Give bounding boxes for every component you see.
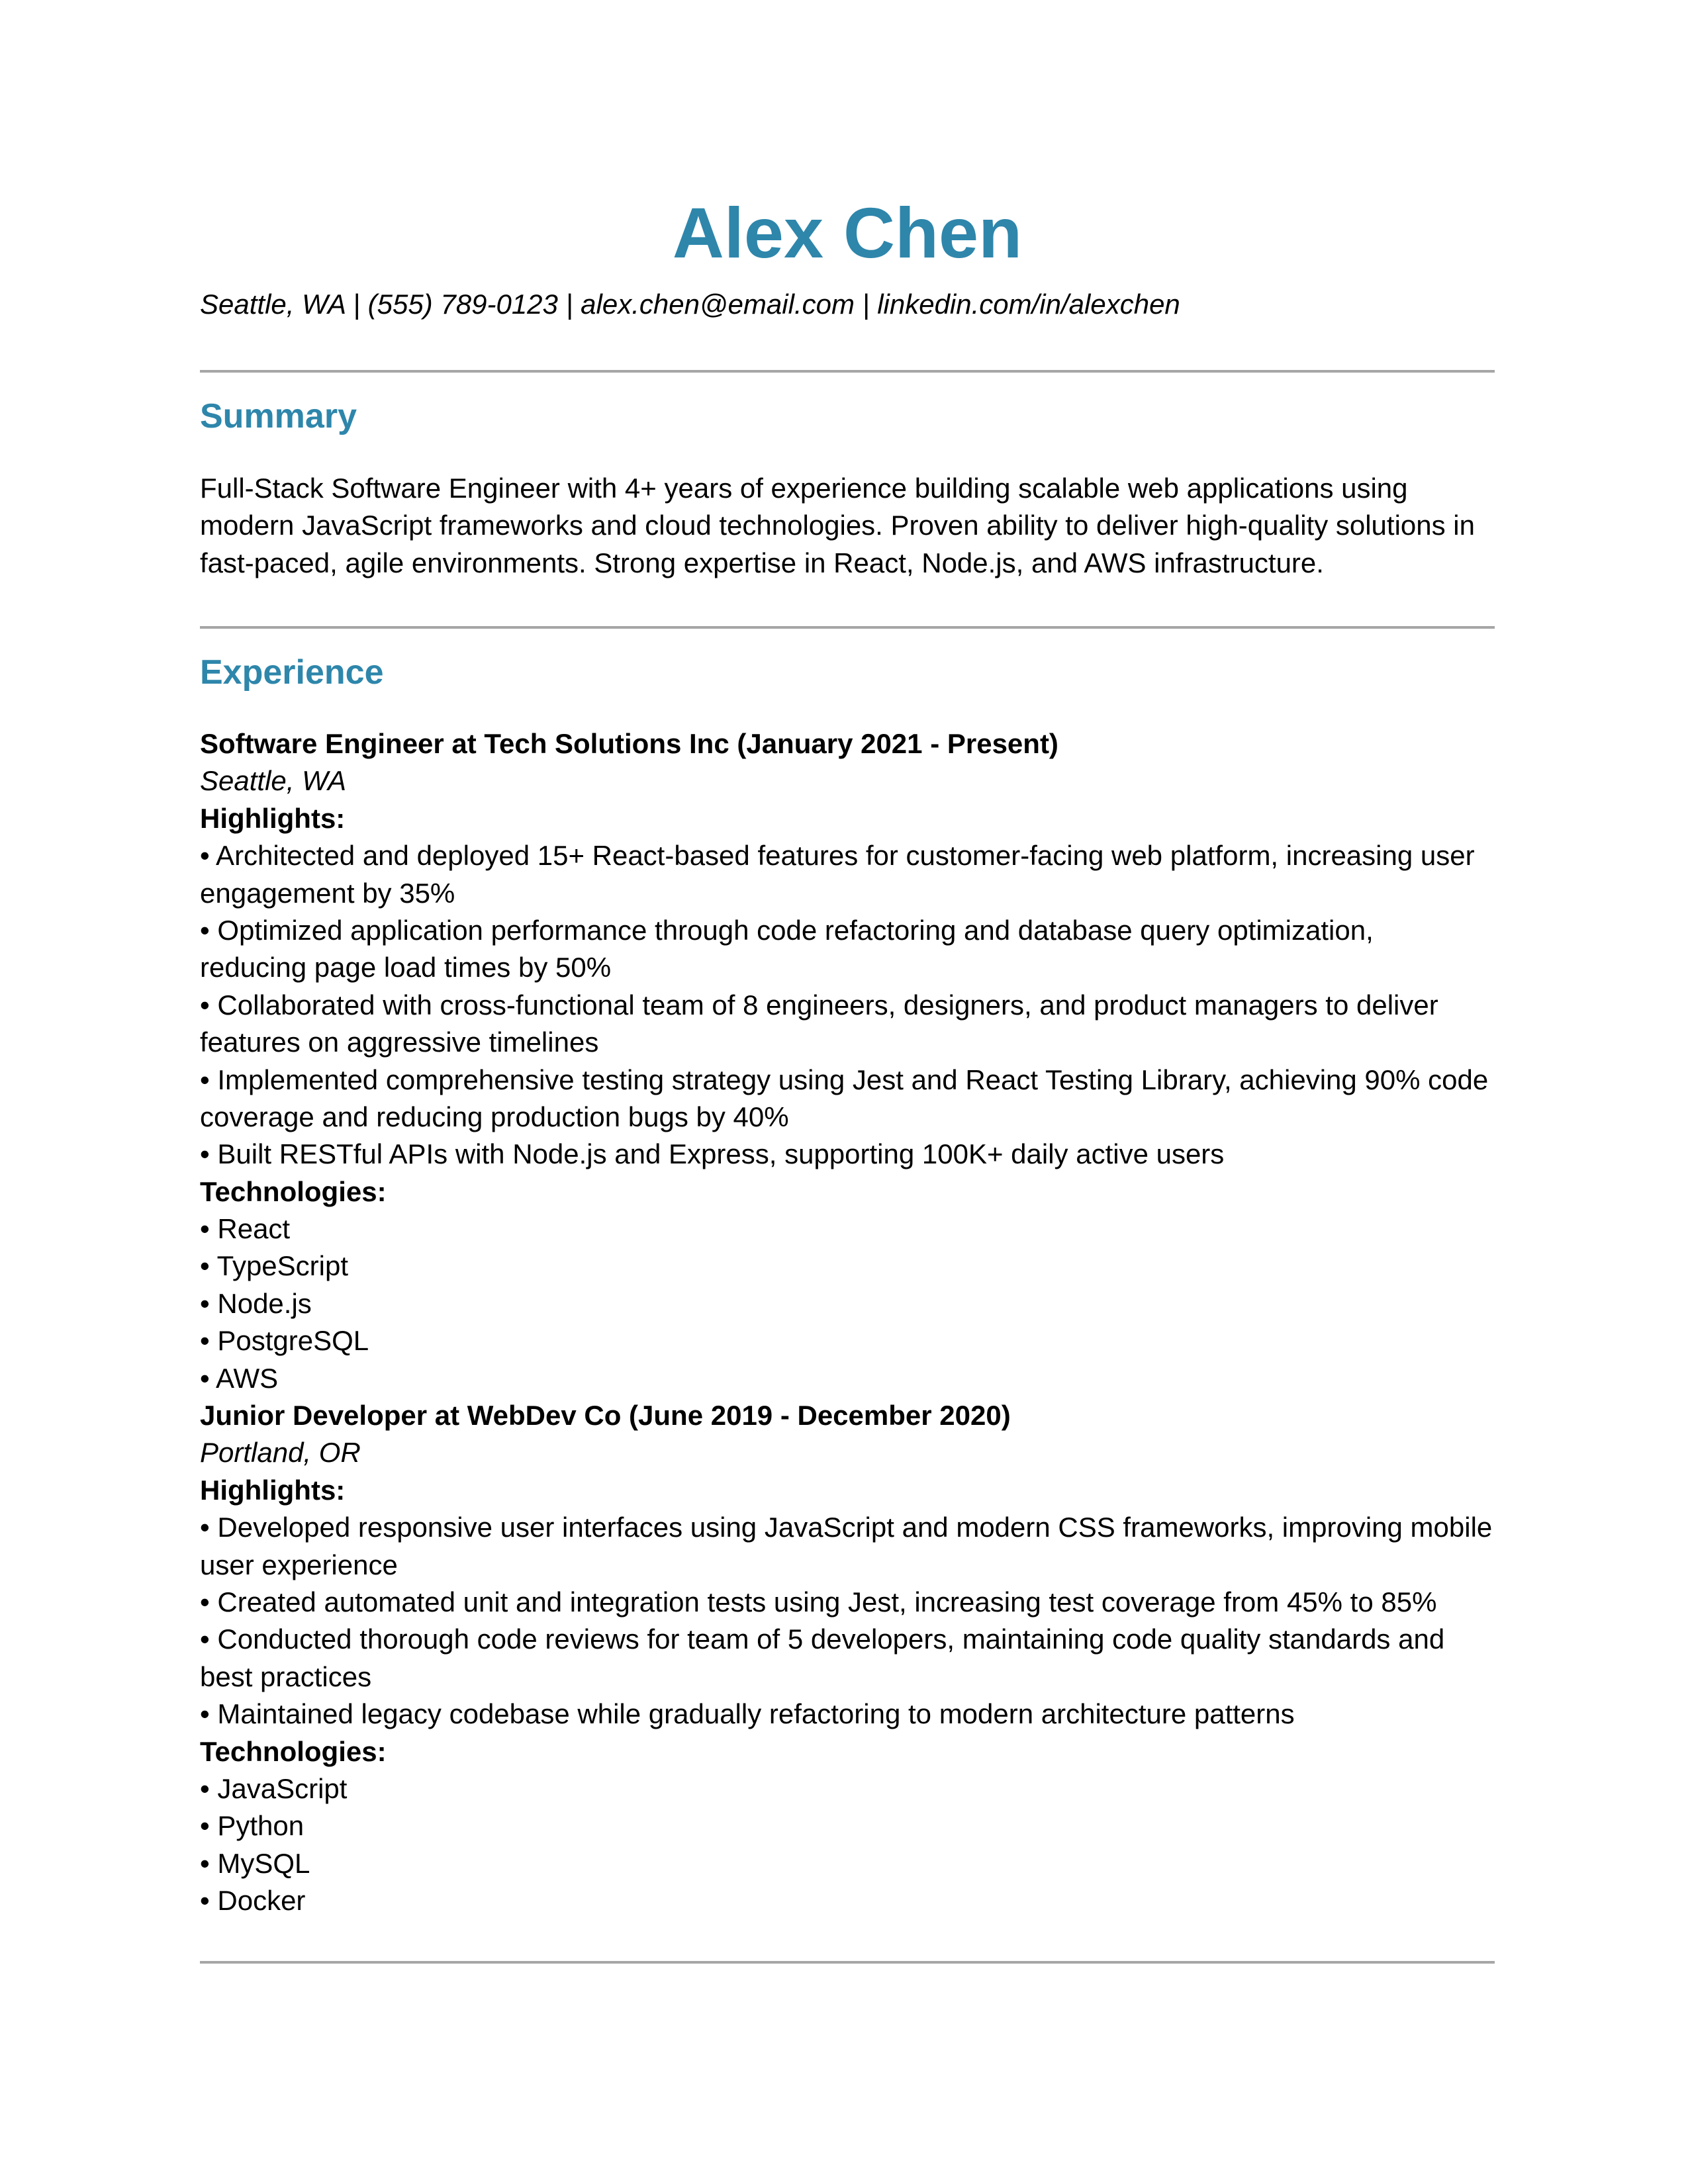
highlights-label: Highlights: [200, 802, 346, 834]
section-title-experience: Experience [200, 653, 384, 692]
divider-top [200, 370, 1495, 373]
highlight-line: • Implemented comprehensive testing strategy using Jest and React Testing Library, achieving 90% code [200, 1064, 1489, 1095]
summary-line: fast-paced, agile environments. Strong expertise in React, Node.js, and AWS infrastructure. [200, 547, 1324, 578]
technology-item: • MySQL [200, 1847, 310, 1879]
technology-item: • JavaScript [200, 1772, 348, 1804]
highlight-line: • Built RESTful APIs with Node.js and Express, supporting 100K+ daily active users [200, 1138, 1225, 1170]
technology-item: • Docker [200, 1885, 306, 1917]
highlight-line: • Conducted thorough code reviews for team of 5 developers, maintaining code quality standards and [200, 1623, 1445, 1655]
highlight-line: • Architected and deployed 15+ React-based features for customer-facing web platform, increasing user [200, 840, 1475, 872]
technology-item: • PostgreSQL [200, 1325, 369, 1357]
job-heading: Junior Developer at WebDev Co (June 2019 - December 2020) [200, 1400, 1011, 1432]
highlight-line: • Optimized application performance through code refactoring and database query optimization, [200, 914, 1374, 946]
highlight-line: user experience [200, 1549, 398, 1580]
job-location: Portland, OR [200, 1437, 361, 1469]
summary-line: Full-Stack Software Engineer with 4+ years of experience building scalable web applications using [200, 473, 1408, 504]
highlight-line: coverage and reducing production bugs by 40% [200, 1101, 789, 1132]
technology-item: • AWS [200, 1362, 279, 1394]
highlight-line: best practices [200, 1661, 372, 1692]
technology-item: • React [200, 1213, 291, 1245]
highlight-line: engagement by 35% [200, 877, 455, 909]
contact-line: Seattle, WA | (555) 789-0123 | alex.chen@email.com | linkedin.com/in/alexchen [200, 289, 1180, 320]
highlight-line: • Developed responsive user interfaces using JavaScript and modern CSS frameworks, improving mobile [200, 1512, 1493, 1543]
technologies-label: Technologies: [200, 1735, 387, 1767]
highlight-line: • Maintained legacy codebase while gradually refactoring to modern architecture patterns [200, 1698, 1295, 1730]
divider-summary [200, 626, 1495, 629]
highlight-line: • Collaborated with cross-functional team of 8 engineers, designers, and product managers to deliver [200, 989, 1438, 1021]
technology-item: • TypeScript [200, 1250, 349, 1282]
divider-bottom [200, 1961, 1495, 1964]
highlight-line: reducing page load times by 50% [200, 952, 612, 983]
experience-list [200, 725, 1495, 1920]
job-location: Seattle, WA [200, 765, 346, 797]
summary-paragraph [200, 470, 1495, 582]
highlights-label: Highlights: [200, 1474, 346, 1506]
highlight-line: features on aggressive timelines [200, 1026, 599, 1058]
summary-line: modern JavaScript frameworks and cloud technologies. Proven ability to deliver high-quality solutions in [200, 510, 1475, 541]
section-title-summary: Summary [200, 397, 357, 435]
highlight-line: • Created automated unit and integration tests using Jest, increasing test coverage from 45% to 85% [200, 1586, 1437, 1617]
resume-page [200, 0, 1495, 2184]
candidate-name: Alex Chen [672, 193, 1023, 273]
technology-item: • Node.js [200, 1287, 312, 1319]
technologies-label: Technologies: [200, 1175, 387, 1207]
technology-item: • Python [200, 1810, 305, 1842]
job-heading: Software Engineer at Tech Solutions Inc (January 2021 - Present) [200, 728, 1058, 759]
